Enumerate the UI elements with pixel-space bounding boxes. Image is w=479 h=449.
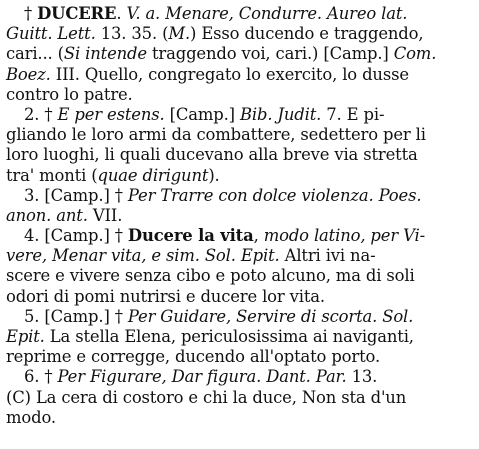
text-line xyxy=(6,327,471,347)
text-line xyxy=(6,85,471,105)
italic-text: M. xyxy=(168,24,191,44)
body-text: 3. [Camp.] † xyxy=(24,185,128,205)
body-text: loro luoghi, li quali ducevano alla breve via stretta xyxy=(6,145,418,165)
body-text: tra' monti ( xyxy=(6,165,98,185)
body-text: 13. 35. ( xyxy=(95,24,169,44)
text-line xyxy=(6,287,471,307)
text-line xyxy=(6,206,471,226)
text-line xyxy=(6,246,471,266)
entry-sense-3 xyxy=(6,186,471,226)
text-line xyxy=(6,105,471,125)
italic-text: Si intende xyxy=(63,44,147,64)
text-line xyxy=(6,186,471,206)
body-text: gliando le loro armi da combattere, sedettero per li xyxy=(6,125,426,145)
body-text: contro lo patre. xyxy=(6,84,133,104)
body-text: modo. xyxy=(6,407,56,427)
text-line xyxy=(6,388,471,408)
headword-text: DUCERE xyxy=(37,4,117,23)
italic-text: E per estens. xyxy=(57,104,165,124)
body-text: ) Esso ducendo e traggendo, xyxy=(190,24,424,44)
body-text: . xyxy=(116,4,127,23)
dictionary-entry-ducere xyxy=(6,4,471,428)
italic-text: V. a. Menare, Condurre. Aureo lat. xyxy=(126,4,408,23)
body-text: III. Quello, congregato lo exercito, lo dusse xyxy=(50,64,409,84)
text-line xyxy=(6,367,471,387)
body-text: † xyxy=(24,4,38,23)
italic-text: Boez. xyxy=(6,64,51,84)
body-text: scere e vivere senza cibo e poto alcuno, ma di soli xyxy=(6,266,415,286)
italic-text: Com. xyxy=(393,44,437,64)
body-text: 2. † xyxy=(24,104,58,124)
text-line xyxy=(6,24,471,44)
entry-sense-5 xyxy=(6,307,471,368)
body-text: reprime e corregge, ducendo all'optato porto. xyxy=(6,347,381,367)
body-text: La stella Elena, periculosissima ai naviganti, xyxy=(44,327,414,346)
text-line xyxy=(6,65,471,85)
body-text: cari... ( xyxy=(6,44,64,64)
italic-text: Bib. Judit. xyxy=(239,104,322,124)
text-line xyxy=(6,125,471,145)
text-line xyxy=(6,226,471,246)
body-text: 4. [Camp.] † xyxy=(24,226,128,246)
italic-text: quae dirigunt xyxy=(97,165,209,185)
text-line xyxy=(6,307,471,327)
text-line xyxy=(6,266,471,286)
body-text: Altri ivi na- xyxy=(279,246,376,266)
italic-text: Epit. xyxy=(6,327,45,346)
italic-text: vere, Menar vita, e sim. Sol. Epit. xyxy=(6,246,280,266)
italic-text: Per Figurare, Dar figura. Dant. Par. xyxy=(57,367,347,387)
italic-text: modo latino, per Vi- xyxy=(263,226,425,246)
italic-text: Per Guidare, Servire di scorta. Sol. xyxy=(127,306,414,326)
body-text: , xyxy=(253,226,264,246)
entry-sense-2 xyxy=(6,105,471,186)
headword-text: Ducere la vita xyxy=(127,226,254,246)
text-line xyxy=(6,166,471,186)
italic-text: Guitt. Lett. xyxy=(6,24,96,44)
text-line xyxy=(6,44,471,64)
entry-sense-1 xyxy=(6,4,471,105)
italic-text: anon. ant. xyxy=(6,205,88,225)
body-text: 13. xyxy=(346,367,378,387)
body-text: 5. [Camp.] † xyxy=(24,306,128,326)
text-line xyxy=(6,145,471,165)
text-line xyxy=(6,4,471,24)
entry-sense-6 xyxy=(6,367,471,428)
body-text: traggendo voi, cari.) [Camp.] xyxy=(146,44,394,64)
body-text: odori di pomi nutrirsi e ducere lor vita. xyxy=(6,286,325,306)
body-text: ). xyxy=(208,165,220,185)
text-line xyxy=(6,408,471,428)
body-text: 6. † xyxy=(24,367,58,387)
entry-sense-4 xyxy=(6,226,471,307)
text-line xyxy=(6,347,471,367)
body-text: [Camp.] xyxy=(164,104,240,124)
italic-text: Per Trarre con dolce violenza. Poes. xyxy=(127,185,422,205)
body-text: (C) La cera di costoro e chi la duce, Non sta d'un xyxy=(6,387,407,407)
body-text: 7. E pi- xyxy=(321,104,385,124)
body-text: VII. xyxy=(87,205,123,225)
